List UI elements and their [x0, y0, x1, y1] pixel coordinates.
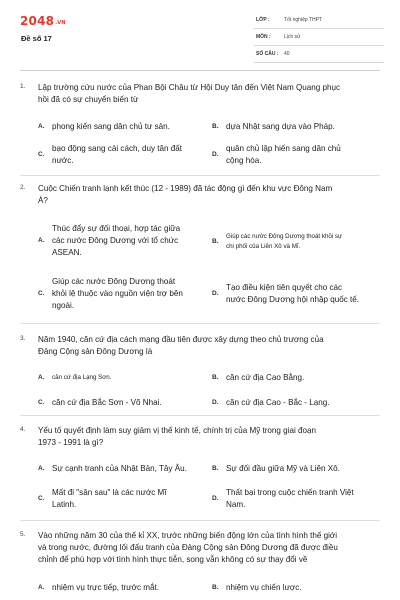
- question-line: Lập trường cứu nước của Phan Bội Châu từ Hội Duy tân đến Việt Nam Quang phục: [38, 83, 341, 92]
- question-line: chỉnh để phù hợp với tình hình thực tiễn, song vẫn không có sự thay đổi về: [38, 555, 308, 564]
- option-c[interactable]: [38, 143, 208, 167]
- option-text: [52, 463, 187, 475]
- option-line: ASEAN.: [52, 248, 82, 257]
- option-text: [52, 276, 183, 312]
- option-line: nước Đông Dương hội nhập quốc tế.: [226, 295, 360, 304]
- option-text: [52, 121, 170, 133]
- option-letter: D.: [212, 399, 219, 406]
- option-line: bạo động sang cải cách, duy tân đất: [52, 144, 183, 153]
- option-line: nhiệm vụ trực tiếp, trước mắt.: [52, 583, 160, 592]
- option-d[interactable]: [212, 143, 382, 167]
- option-text: [226, 463, 340, 475]
- question-separator: [20, 520, 380, 521]
- option-line: nước.: [52, 156, 74, 165]
- logo-text: 2048: [20, 14, 55, 28]
- option-letter: A.: [38, 237, 45, 244]
- question-text: [38, 183, 383, 207]
- option-c[interactable]: [38, 276, 208, 312]
- option-line: căn cứ địa Cao - Bắc - Lạng.: [226, 398, 330, 407]
- option-text: [52, 397, 162, 409]
- option-letter: C.: [38, 495, 45, 502]
- question-text: [38, 530, 383, 566]
- exam-meta-table: [254, 12, 384, 63]
- question-text: [38, 425, 383, 449]
- option-d[interactable]: [212, 397, 382, 409]
- question-line: Á?: [38, 196, 48, 205]
- option-c[interactable]: [38, 487, 208, 511]
- exam-header: [0, 0, 400, 66]
- option-a[interactable]: [38, 372, 208, 384]
- option-line: Mất đi "sân sau" là các nước Mĩ: [52, 488, 167, 497]
- site-logo[interactable]: [20, 14, 66, 28]
- logo-suffix: .VN: [55, 20, 66, 26]
- option-line: cộng hòa.: [226, 156, 262, 165]
- option-text: [52, 223, 180, 259]
- option-line: căn cứ địa Cao Bằng.: [226, 373, 305, 382]
- option-text: [226, 397, 330, 409]
- option-line: Tạo điều kiện tiên quyết cho các: [226, 283, 343, 292]
- option-text: [226, 487, 354, 511]
- question-separator: [20, 415, 380, 416]
- option-letter: C.: [38, 399, 45, 406]
- option-letter: A.: [38, 123, 45, 130]
- option-text: [52, 373, 111, 383]
- option-d[interactable]: [212, 282, 382, 306]
- option-line: nhiệm vụ chiến lược.: [226, 583, 302, 592]
- option-text: [226, 121, 335, 133]
- question-line: Vào những năm 30 của thế kỉ XX, trước những biến động lớn của tình hình thế giới: [38, 531, 338, 540]
- option-line: các nước Đông Dương với tổ chức: [52, 236, 179, 245]
- option-text: [226, 282, 359, 306]
- option-letter: C.: [38, 151, 45, 158]
- question-line: hồi đã có sự chuyển biến từ: [38, 95, 139, 104]
- option-line: Giúp các nước Đông Dương thoát khỏi sự: [226, 233, 343, 240]
- option-line: Nam.: [226, 500, 246, 509]
- question-separator: [20, 175, 380, 176]
- option-c[interactable]: [38, 397, 208, 409]
- question-line: Năm 1940, căn cứ địa cách mạng đầu tiên được xây dựng theo chủ trương của: [38, 335, 324, 344]
- option-letter: B.: [212, 465, 219, 472]
- option-line: Sự đối đầu giữa Mỹ và Liên Xô.: [226, 464, 340, 473]
- question-line: Cuộc Chiến tranh lạnh kết thúc (12 - 1989) đã tác động gì đến khu vực Đông Nam: [38, 184, 333, 193]
- meta-value: Tốt nghiệp THPT: [284, 17, 322, 23]
- question-line: Đảng Cộng sản Đông Dương là: [38, 347, 153, 356]
- question-number: 4.: [20, 426, 26, 433]
- meta-key: MÔN :: [256, 34, 271, 40]
- option-text: [226, 232, 342, 252]
- option-text: [226, 143, 341, 167]
- option-letter: B.: [212, 584, 219, 591]
- option-b[interactable]: [212, 232, 382, 252]
- question-line: Yếu tố quyết định làm suy giảm vị thế kinh tế, chính trị của Mỹ trong giai đoạn: [38, 426, 317, 435]
- option-b[interactable]: [212, 372, 382, 384]
- option-letter: A.: [38, 374, 45, 381]
- question-line: và trong nước, đường lối đấu tranh của Đảng Cộng sản Đông Dương đã được điều: [38, 543, 338, 552]
- question-line: 1973 - 1991 là gì?: [38, 438, 104, 447]
- question-number: 3.: [20, 335, 26, 342]
- meta-row-subject: [254, 29, 384, 46]
- option-a[interactable]: [38, 463, 208, 475]
- option-letter: B.: [212, 238, 219, 245]
- option-b[interactable]: [212, 582, 382, 594]
- option-letter: D.: [212, 151, 219, 158]
- option-text: [52, 582, 159, 594]
- meta-row-class: [254, 12, 384, 29]
- option-text: [52, 487, 167, 511]
- exam-number: Đề số 17: [21, 34, 52, 43]
- question-number: 1.: [20, 83, 26, 90]
- question-separator: [20, 323, 380, 324]
- meta-key: SỐ CÂU :: [256, 51, 279, 57]
- option-line: chi phối của Liên Xô và Mĩ.: [226, 243, 301, 250]
- option-letter: A.: [38, 584, 45, 591]
- option-line: khỏi lệ thuộc vào nguồn viện trợ bên: [52, 289, 183, 298]
- option-letter: A.: [38, 465, 45, 472]
- option-b[interactable]: [212, 463, 382, 475]
- option-line: Sự cạnh tranh của Nhật Bản, Tây Âu.: [52, 464, 187, 473]
- option-letter: B.: [212, 123, 219, 130]
- option-line: quân chủ lập hiến sang dân chủ: [226, 144, 341, 153]
- option-line: phong kiến sang dân chủ tư sản.: [52, 122, 170, 131]
- question-text: [38, 334, 383, 358]
- option-letter: D.: [212, 290, 219, 297]
- meta-value: 40: [284, 51, 290, 57]
- option-line: Thất bại trong cuộc chiến tranh Việt: [226, 488, 354, 497]
- meta-row-count: [254, 46, 384, 63]
- option-text: [226, 372, 304, 384]
- option-line: dựa Nhật sang dựa vào Pháp.: [226, 122, 335, 131]
- option-b[interactable]: [212, 121, 382, 133]
- option-a[interactable]: [38, 582, 208, 594]
- meta-key: LỚP :: [256, 17, 270, 23]
- option-line: Giúp các nước Đông Dương thoát: [52, 277, 176, 286]
- header-divider: [20, 70, 380, 71]
- option-line: căn cứ địa Bắc Sơn - Võ Nhai.: [52, 398, 162, 407]
- option-line: Latinh.: [52, 500, 77, 509]
- option-d[interactable]: [212, 487, 382, 511]
- option-a[interactable]: [38, 223, 208, 259]
- question-text: [38, 82, 383, 106]
- option-text: [226, 582, 302, 594]
- option-letter: C.: [38, 290, 45, 297]
- option-text: [52, 143, 182, 167]
- option-line: Thúc đẩy sự đối thoại, hợp tác giữa: [52, 224, 181, 233]
- option-line: ngoài.: [52, 301, 75, 310]
- option-line: căn cứ địa Lạng Sơn.: [52, 374, 112, 381]
- question-number: 5.: [20, 531, 26, 538]
- option-letter: B.: [212, 374, 219, 381]
- question-number: 2.: [20, 184, 26, 191]
- option-a[interactable]: [38, 121, 208, 133]
- option-letter: D.: [212, 495, 219, 502]
- meta-value: Lịch sử: [284, 34, 301, 40]
